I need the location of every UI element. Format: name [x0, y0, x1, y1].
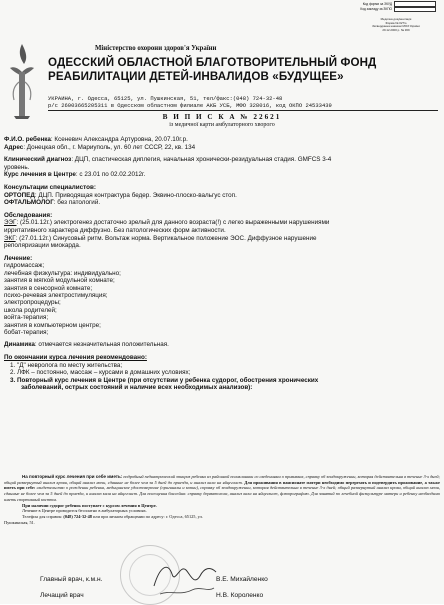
treatment-item: лечебная физкультура: индивидуально; — [4, 269, 121, 277]
patient-name-row — [4, 136, 440, 144]
notes-paragraph-5: Пушкинская, 51. — [4, 519, 35, 525]
treatment-item: войта-терапия; — [4, 314, 49, 322]
recommendation-item-3-line-2: заболеваний, острых состояний и наличие всех необходимых анализов): — [21, 384, 253, 392]
course-label: Курс лечения в Центре — [4, 171, 76, 179]
chief-doctor-name: В.Е. Михайленко — [216, 576, 268, 583]
treatment-item: занятия в мягкой модульной комнате; — [4, 277, 115, 285]
recommendation-item-3-line-1: 3. Повторный курс лечения в Центре (при отсутствии у ребенка судорог, обострения хронических — [10, 376, 319, 384]
address-line-2: р/с 26003665205311 в Одесском областном филиале АКБ УСБ, МФО 328016, код ОКПО 24533439 — [48, 102, 332, 110]
attending-doctor-name: Н.В. Короленко — [216, 592, 264, 599]
form-approval-block — [356, 18, 436, 32]
document-subtitle: із медичної карти амбулаторного хворого — [169, 122, 275, 128]
dynamics-value: : отмечается незначительная положительная. — [34, 341, 169, 349]
treatment-item: электропроцедуры; — [4, 299, 61, 307]
course-row — [4, 171, 440, 179]
address-line-1: УКРАИНА, г. Одесса, 65125, ул. Пушкинская, 51, тел/факс:(048) 724-32-48 — [48, 95, 283, 102]
ekg-row — [4, 235, 440, 243]
patient-name-label: Ф.И.О. ребенка — [4, 136, 51, 143]
ophthalmologist-row — [4, 199, 440, 207]
patient-address-label: Адрес — [4, 143, 24, 151]
signature-icon — [150, 556, 220, 600]
foundation-address — [48, 95, 332, 109]
patient-name-value: : Ксеневич Александра Артуровна, 20.07.10г.р. — [50, 136, 188, 143]
header-divider — [48, 110, 438, 111]
notes-phone: (048) 724-32-48 — [62, 513, 92, 519]
foundation-logo-icon — [6, 42, 38, 120]
treatment-item: гидромассаж; — [4, 262, 45, 270]
code-label-okud: Код форми за ЗКУД — [362, 1, 392, 6]
course-value: : с 23.01 по 02.02.2012г. — [75, 171, 146, 179]
foundation-title-line-1: ОДЕССКИЙ ОБЛАСТНОЙ БЛАГОТВОРИТЕЛЬНЫЙ ФОНД — [48, 56, 377, 69]
approval-line-4: 29.12.2000 р. № 369 — [382, 27, 410, 32]
notes-paragraph-2: При наличии судорог ребенок поступает с курсом лечения в Центре. — [22, 502, 157, 508]
eeg-value-line-1: : (25.01.12г.) электрогенез достаточно зрелый для данного возраста(!) с легко выраженными нарушениями — [16, 219, 330, 227]
patient-address-value: : Донецкая обл., г. Мариуполь, ул. 60 лет СССР, 22, кв. 134 — [23, 143, 196, 151]
treatment-item: бобат-терапия; — [4, 328, 49, 336]
recommendations-heading: По окончании курса лечения рекомендовано: — [4, 353, 147, 361]
eeg-value-line-2: ирритативного характера диффузно. Без патологических форм активности. — [4, 226, 226, 234]
treatment-item: психо-речевая электростимуляция; — [4, 291, 108, 299]
ekg-value-line-2: реполяризации миокарда. — [4, 242, 81, 250]
notes-paragraph-1 — [4, 474, 440, 503]
code-box-okpo — [394, 7, 436, 13]
approval-line-1: Медична документація — [380, 17, 412, 21]
document-body — [4, 136, 440, 392]
orthopedist-value: : ДЦП. Приводящая контрактура бедер. Эквино-плоско-вальгус стоп. — [34, 191, 237, 199]
treatment-item: занятия в сенсорной комнате; — [4, 284, 93, 292]
notes-phone-label: Телефон для справок: — [22, 513, 63, 519]
chief-doctor-title: Главный врач, к.м.н. — [40, 576, 103, 583]
diagnosis-value-line-2: уровень. — [4, 163, 30, 171]
patient-address-row — [4, 144, 440, 152]
notes-block — [4, 474, 440, 525]
document-title: В И П И С К А № 22621 — [162, 113, 282, 121]
notes-p1-tail: свидетельство о рождении ребенка, медицинское удостоверение (оригиналы и копии), справку об эпидокружении, которая действительна в течение 3-х дней; общий развернутый анализ крови, общий анализ мочи, сданные не более чем за 5 дней до приезда, и анализ кала на яйцеглист. Для посещения бассейна: справку дерматолога, анализ кала на яйцеглист, флюорографию. Для занятий по лечебной физкультуре матери и ребенку необходимо иметь спортивный костюм. — [4, 485, 440, 502]
orthopedist-label: ОРТОПЕД — [4, 191, 35, 199]
notes-phone-rest: или при личном обращении по адресу: г. Одесса, 65125, ул. — [91, 513, 203, 519]
notes-paragraph-3: Лечение в Центре проводится бесплатно в амбулаторных условиях. — [22, 508, 147, 514]
ekg-label: ЭКГ — [4, 234, 16, 242]
examinations-heading: Обследования: — [4, 211, 53, 219]
recommendation-item-2: 2. ЛФК – постоянно, массаж – курсами в домашних условиях; — [10, 369, 191, 377]
eeg-row — [4, 219, 440, 227]
diagnosis-value-line-1: : ДЦП, спастическая диплегия, начальная хронически-резидуальная стадия. GMFCS 3-4 — [71, 156, 332, 164]
ministry-heading: Міністерство охорони здоров'я України — [95, 45, 217, 52]
ekg-value-line-1: : (27.01.12г.) Синусовый ритм. Вольтаж норма. Вертикальное положение ЭОС. Диффузное нарушение — [15, 234, 317, 242]
notes-p1-text: подробный педиатрический эпикриз ребенка из районной поликлиники со сведениями о прививках, справку об эпидокружении, которая действительна в течение 3-х дней; общий развернутый анализ крови, общий анализ мочи, сданные не более чем за 5 дней до приезда, и анализ кала на яйцеглист. — [4, 474, 440, 485]
treatment-list — [4, 262, 440, 336]
notes-p1-bold: Для проживания в пансионате матери необходимо перерезать и подтвердить проживание, а также иметь при себе: — [4, 479, 440, 491]
ophthalmologist-value: : без патологий. — [53, 199, 101, 207]
dynamics-row — [4, 341, 440, 349]
eeg-label: ЭЭГ — [4, 219, 17, 227]
code-label-okpo: Код закладу за ЗКПО — [360, 7, 392, 12]
notes-heading: На повторный курс лечения при себе иметь: — [22, 474, 123, 479]
consultations-heading: Консультации специалистов: — [4, 183, 96, 191]
treatment-heading: Лечение: — [4, 254, 33, 262]
treatment-item: занятия в компьютерном центре; — [4, 321, 101, 329]
dynamics-label: Динамика — [4, 341, 35, 349]
ophthalmologist-label: ОФТАЛЬМОЛОГ — [4, 199, 54, 207]
attending-doctor-title: Лечащий врач — [40, 592, 84, 599]
approval-line-2: Форма № 027/о — [385, 20, 407, 25]
treatment-item: школа родителей; — [4, 306, 57, 314]
foundation-title — [48, 56, 438, 83]
approval-line-3: Затверджена наказом МОЗ України — [372, 24, 420, 28]
diagnosis-label: Клинический диагноз — [4, 156, 72, 164]
diagnosis-row — [4, 156, 440, 164]
foundation-title-line-2: РЕАБИЛИТАЦИИ ДЕТЕЙ-ИНВАЛИДОВ «БУДУЩЕЕ» — [48, 69, 344, 83]
recommendation-item-1: 1. "Д" невролога по месту жительства; — [10, 361, 123, 369]
code-table — [330, 1, 436, 12]
code-row-okpo — [330, 7, 436, 13]
